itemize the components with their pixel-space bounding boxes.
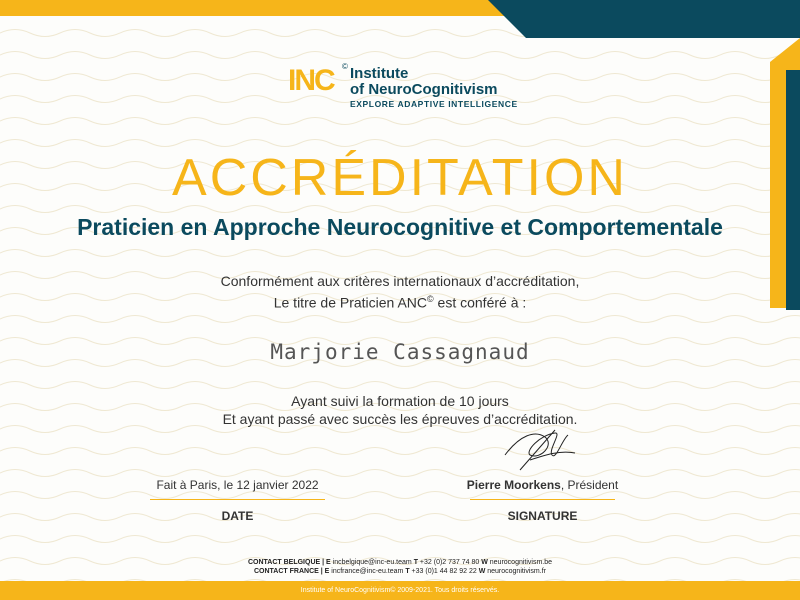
body-line1: Ayant suivi la formation de 10 jours	[291, 393, 509, 409]
signature-label: SIGNATURE	[507, 509, 578, 523]
body-line2: Et ayant passé avec succès les épreuves d’accréditation.	[222, 411, 578, 427]
contact-belgique-label: CONTACT BELGIQUE | E	[247, 559, 331, 566]
logo-tagline: EXPLORE ADAPTIVE INTELLIGENCE	[350, 99, 518, 109]
contact-france	[0, 567, 800, 576]
intro-line1: Conformément aux critères internationaux d’accréditation,	[220, 273, 580, 289]
contact-belgique-phone: +32 (0)2 737 74 80	[417, 559, 482, 566]
signatory-role: , Président	[560, 478, 619, 492]
contact-france-label: CONTACT FRANCE | E	[254, 568, 330, 575]
footer-bar	[0, 581, 800, 600]
contact-belgique-web: neurocognitivism.be	[487, 559, 553, 566]
contact-belgique-email: incbelgique@inc-eu.team	[330, 559, 414, 566]
signatory-name: Pierre Moorkens	[466, 478, 561, 492]
logo-line2: of NeuroCognitivism	[350, 81, 498, 98]
logo-copyright: ©	[342, 62, 348, 71]
intro-text	[0, 272, 800, 312]
contact-belgique	[0, 558, 800, 567]
body-text	[0, 392, 800, 428]
signatory-line	[465, 478, 620, 492]
contact-block	[0, 558, 800, 576]
logo-line1: Institute	[350, 65, 409, 82]
date-label: DATE	[221, 509, 254, 523]
footer-copyright: Institute of NeuroCognitivism© 2009-2021. Tous droits réservés.	[300, 587, 500, 594]
certificate-subtitle: Praticien en Approche Neurocognitive et Comportementale	[77, 214, 723, 240]
logo-mark: INC	[288, 64, 334, 97]
intro-line2-post: est conféré à :	[433, 294, 527, 311]
intro-line2-sup: ©	[427, 294, 434, 304]
contact-france-phone: +33 (0)1 44 82 92 22	[409, 568, 479, 575]
contact-france-web: neurocognitivism.fr	[485, 568, 546, 575]
institute-logo	[288, 62, 528, 110]
certificate-title: ACCRÉDITATION	[172, 149, 628, 207]
top-teal-band	[488, 0, 800, 38]
signature-rule	[470, 499, 615, 500]
contact-france-email: incfrance@inc-eu.team	[329, 568, 406, 575]
handwritten-signature	[500, 425, 580, 475]
contact-belgique-t: T	[413, 559, 418, 566]
contact-belgique-w: W	[481, 559, 488, 566]
contact-france-w: W	[478, 568, 486, 575]
contact-france-t: T	[405, 568, 410, 575]
recipient-name: Marjorie Cassagnaud	[270, 340, 530, 364]
intro-line2-pre: Le titre de Praticien ANC	[273, 294, 428, 311]
intro-line2	[0, 290, 800, 312]
date-value: Fait à Paris, le 12 janvier 2022	[156, 478, 319, 492]
date-rule	[150, 499, 325, 500]
